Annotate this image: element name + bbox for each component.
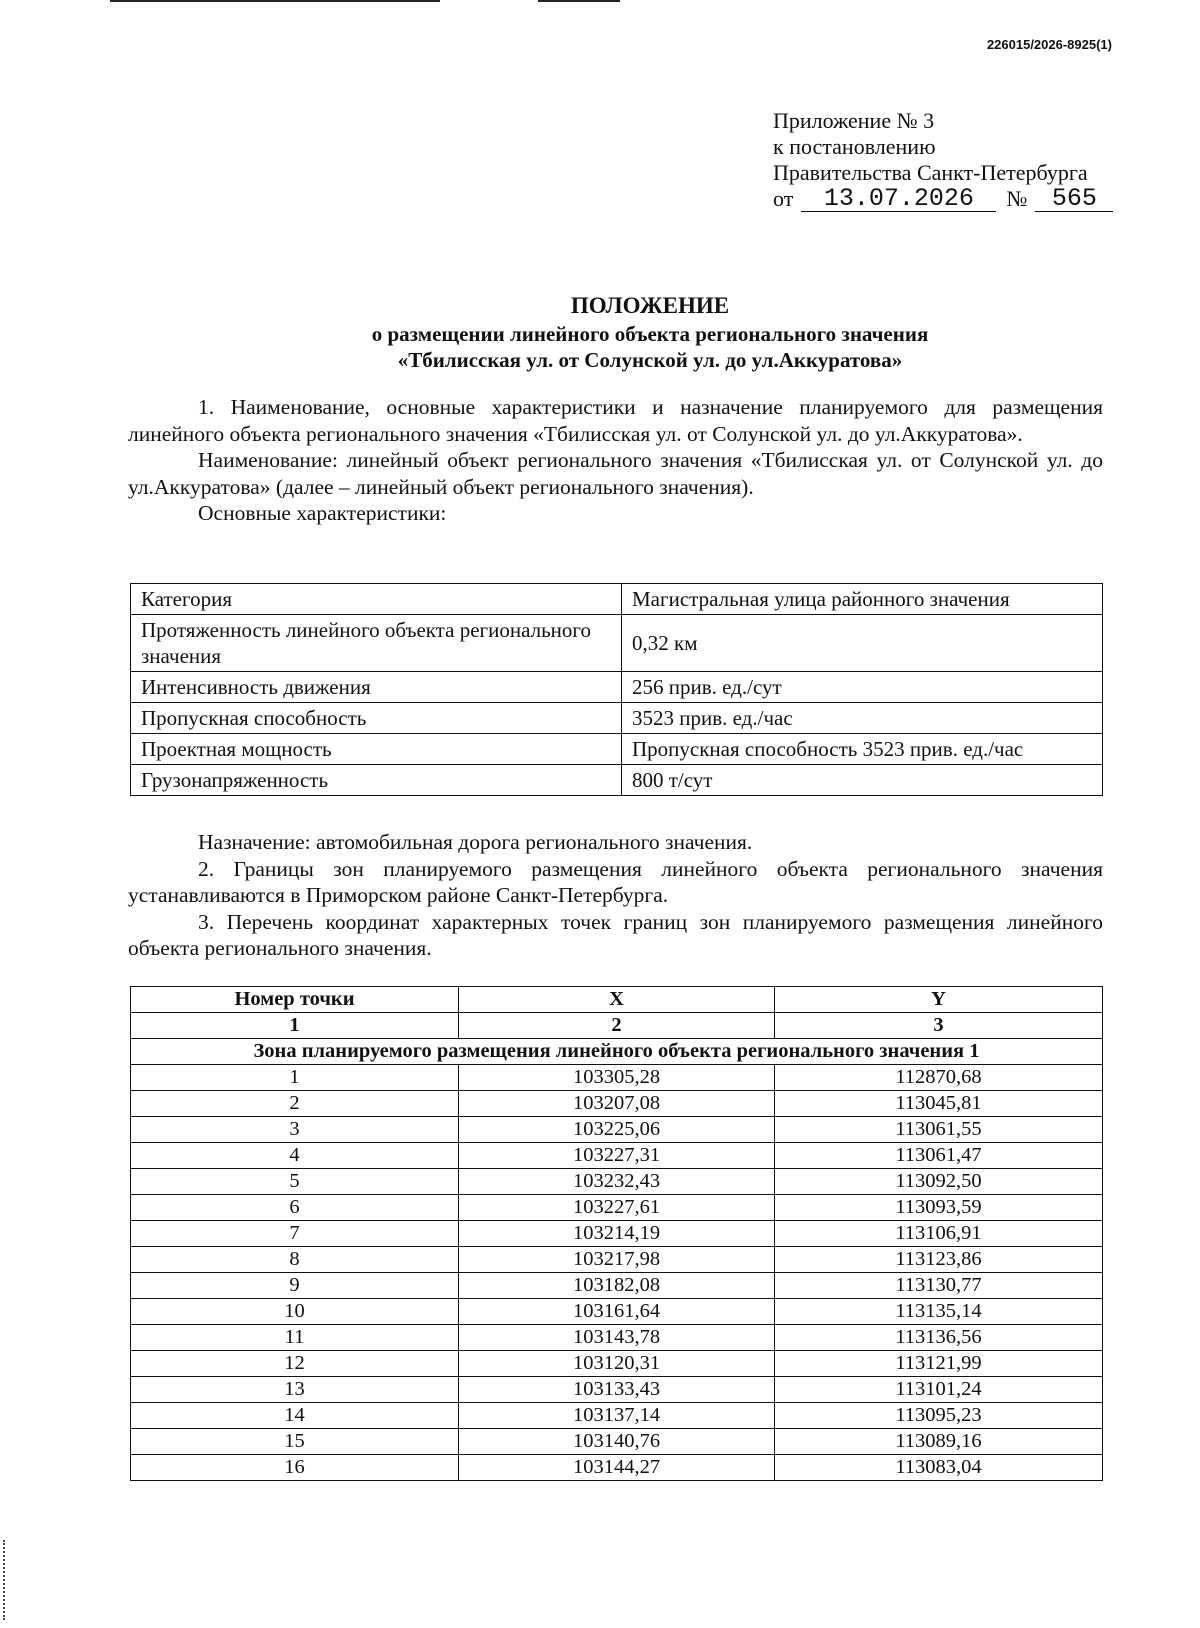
column-number-1: 1 — [131, 1013, 459, 1039]
x-coordinate: 103182,08 — [459, 1273, 775, 1299]
table-row — [131, 1299, 1103, 1325]
scan-edge-line — [538, 0, 620, 2]
appendix-date-row — [773, 186, 1113, 212]
characteristic-name: Протяженность линейного объекта регионального значения — [131, 615, 622, 672]
header-point-number: Номер точки — [131, 987, 459, 1013]
point-number: 8 — [131, 1247, 459, 1273]
header-x: X — [459, 987, 775, 1013]
x-coordinate: 103225,06 — [459, 1117, 775, 1143]
column-number-3: 3 — [775, 1013, 1103, 1039]
characteristic-row — [131, 734, 1103, 765]
table-row — [131, 1065, 1103, 1091]
paragraph-1: 1. Наименование, основные характеристики и назначение планируемого для размещения линейного объекта регионального значения «Тбилисская ул. от Солунской ул. до ул.Аккуратова». — [128, 395, 1103, 446]
document-subtitle-1: о размещении линейного объекта регионального значения — [371, 322, 929, 346]
y-coordinate: 113093,59 — [775, 1195, 1103, 1221]
x-coordinate: 103232,43 — [459, 1169, 775, 1195]
paragraph-2: 2. Границы зон планируемого размещения линейного объекта регионального значения устанавливаются в Приморском районе Санкт-Петербурга. — [128, 856, 1103, 907]
characteristic-value: 256 прив. ед./сут — [622, 672, 1103, 703]
column-numbers-row — [131, 1013, 1103, 1039]
appendix-government: Правительства Санкт-Петербурга — [773, 160, 1088, 185]
characteristic-value: Магистральная улица районного значения — [622, 584, 1103, 615]
characteristic-row — [131, 765, 1103, 796]
y-coordinate: 113121,99 — [775, 1351, 1103, 1377]
table-row — [131, 1247, 1103, 1273]
table-row — [131, 1195, 1103, 1221]
point-number: 12 — [131, 1351, 459, 1377]
characteristic-value: Пропускная способность 3523 прив. ед./час — [622, 734, 1103, 765]
characteristic-row — [131, 703, 1103, 734]
characteristic-name: Категория — [131, 584, 622, 615]
characteristic-name: Грузонапряженность — [131, 765, 622, 796]
paragraph-characteristics-label: Основные характеристики: — [198, 501, 447, 525]
table-row — [131, 1455, 1103, 1481]
y-coordinate: 113135,14 — [775, 1299, 1103, 1325]
y-coordinate: 112870,68 — [775, 1065, 1103, 1091]
scan-edge-marks — [3, 1540, 7, 1620]
zone-title: Зона планируемого размещения линейного объекта регионального значения 1 — [131, 1039, 1103, 1065]
x-coordinate: 103305,28 — [459, 1065, 775, 1091]
point-number: 16 — [131, 1455, 459, 1481]
point-number: 14 — [131, 1403, 459, 1429]
appendix-block — [773, 108, 1113, 212]
x-coordinate: 103207,08 — [459, 1091, 775, 1117]
column-number-2: 2 — [459, 1013, 775, 1039]
section-1-text — [128, 394, 1103, 527]
from-label: от — [773, 186, 794, 211]
x-coordinate: 103144,27 — [459, 1455, 775, 1481]
table-row — [131, 1091, 1103, 1117]
y-coordinate: 113045,81 — [775, 1091, 1103, 1117]
characteristic-row — [131, 615, 1103, 672]
characteristic-row — [131, 672, 1103, 703]
point-number: 13 — [131, 1377, 459, 1403]
x-coordinate: 103227,31 — [459, 1143, 775, 1169]
characteristic-name: Пропускная способность — [131, 703, 622, 734]
zone-title-row — [131, 1039, 1103, 1065]
document-id: 226015/2026-8925(1) — [986, 37, 1112, 52]
paragraph-purpose: Назначение: автомобильная дорога регионального значения. — [198, 830, 753, 854]
scan-edge-line — [110, 0, 440, 2]
appendix-to-resolution: к постановлению — [773, 134, 936, 159]
table-row — [131, 1117, 1103, 1143]
y-coordinate: 113136,56 — [775, 1325, 1103, 1351]
table-row — [131, 1273, 1103, 1299]
point-number: 5 — [131, 1169, 459, 1195]
point-number: 4 — [131, 1143, 459, 1169]
y-coordinate: 113061,47 — [775, 1143, 1103, 1169]
y-coordinate: 113083,04 — [775, 1455, 1103, 1481]
point-number: 15 — [131, 1429, 459, 1455]
x-coordinate: 103120,31 — [459, 1351, 775, 1377]
x-coordinate: 103143,78 — [459, 1325, 775, 1351]
header-y: Y — [775, 987, 1103, 1013]
point-number: 6 — [131, 1195, 459, 1221]
characteristic-value: 800 т/сут — [622, 765, 1103, 796]
section-2-3-text — [128, 829, 1103, 962]
characteristic-name: Проектная мощность — [131, 734, 622, 765]
coordinates-table — [130, 986, 1103, 1481]
y-coordinate: 113101,24 — [775, 1377, 1103, 1403]
table-row — [131, 1403, 1103, 1429]
table-row — [131, 1377, 1103, 1403]
characteristics-table — [130, 583, 1103, 796]
table-row — [131, 1169, 1103, 1195]
x-coordinate: 103227,61 — [459, 1195, 775, 1221]
y-coordinate: 113092,50 — [775, 1169, 1103, 1195]
point-number: 2 — [131, 1091, 459, 1117]
paragraph-3: 3. Перечень координат характерных точек границ зон планируемого размещения линейного объекта регионального значения. — [128, 909, 1103, 960]
resolution-number: 565 — [1035, 187, 1113, 212]
y-coordinate: 113130,77 — [775, 1273, 1103, 1299]
number-label: № — [1006, 186, 1028, 211]
y-coordinate: 113095,23 — [775, 1403, 1103, 1429]
table-row — [131, 1143, 1103, 1169]
table-row — [131, 1325, 1103, 1351]
characteristic-value: 0,32 км — [622, 615, 1103, 672]
characteristic-value: 3523 прив. ед./час — [622, 703, 1103, 734]
point-number: 7 — [131, 1221, 459, 1247]
y-coordinate: 113061,55 — [775, 1117, 1103, 1143]
point-number: 9 — [131, 1273, 459, 1299]
y-coordinate: 113106,91 — [775, 1221, 1103, 1247]
point-number: 10 — [131, 1299, 459, 1325]
table-row — [131, 1429, 1103, 1455]
table-row — [131, 1221, 1103, 1247]
y-coordinate: 113089,16 — [775, 1429, 1103, 1455]
x-coordinate: 103137,14 — [459, 1403, 775, 1429]
resolution-date: 13.07.2026 — [801, 187, 996, 212]
point-number: 11 — [131, 1325, 459, 1351]
document-title: ПОЛОЖЕНИЕ — [570, 293, 730, 318]
document-subtitle-2: «Тбилисская ул. от Солунской ул. до ул.Аккуратова» — [397, 348, 903, 372]
y-coordinate: 113123,86 — [775, 1247, 1103, 1273]
x-coordinate: 103217,98 — [459, 1247, 775, 1273]
point-number: 1 — [131, 1065, 459, 1091]
x-coordinate: 103161,64 — [459, 1299, 775, 1325]
characteristic-name: Интенсивность движения — [131, 672, 622, 703]
x-coordinate: 103140,76 — [459, 1429, 775, 1455]
appendix-number: Приложение № 3 — [773, 108, 935, 133]
paragraph-name: Наименование: линейный объект регионального значения «Тбилисская ул. от Солунской ул. до ул.Аккуратова» (далее – линейный объект регионального значения). — [128, 448, 1103, 499]
characteristic-row — [131, 584, 1103, 615]
point-number: 3 — [131, 1117, 459, 1143]
table-row — [131, 1351, 1103, 1377]
x-coordinate: 103133,43 — [459, 1377, 775, 1403]
x-coordinate: 103214,19 — [459, 1221, 775, 1247]
coordinates-header-row — [131, 987, 1103, 1013]
